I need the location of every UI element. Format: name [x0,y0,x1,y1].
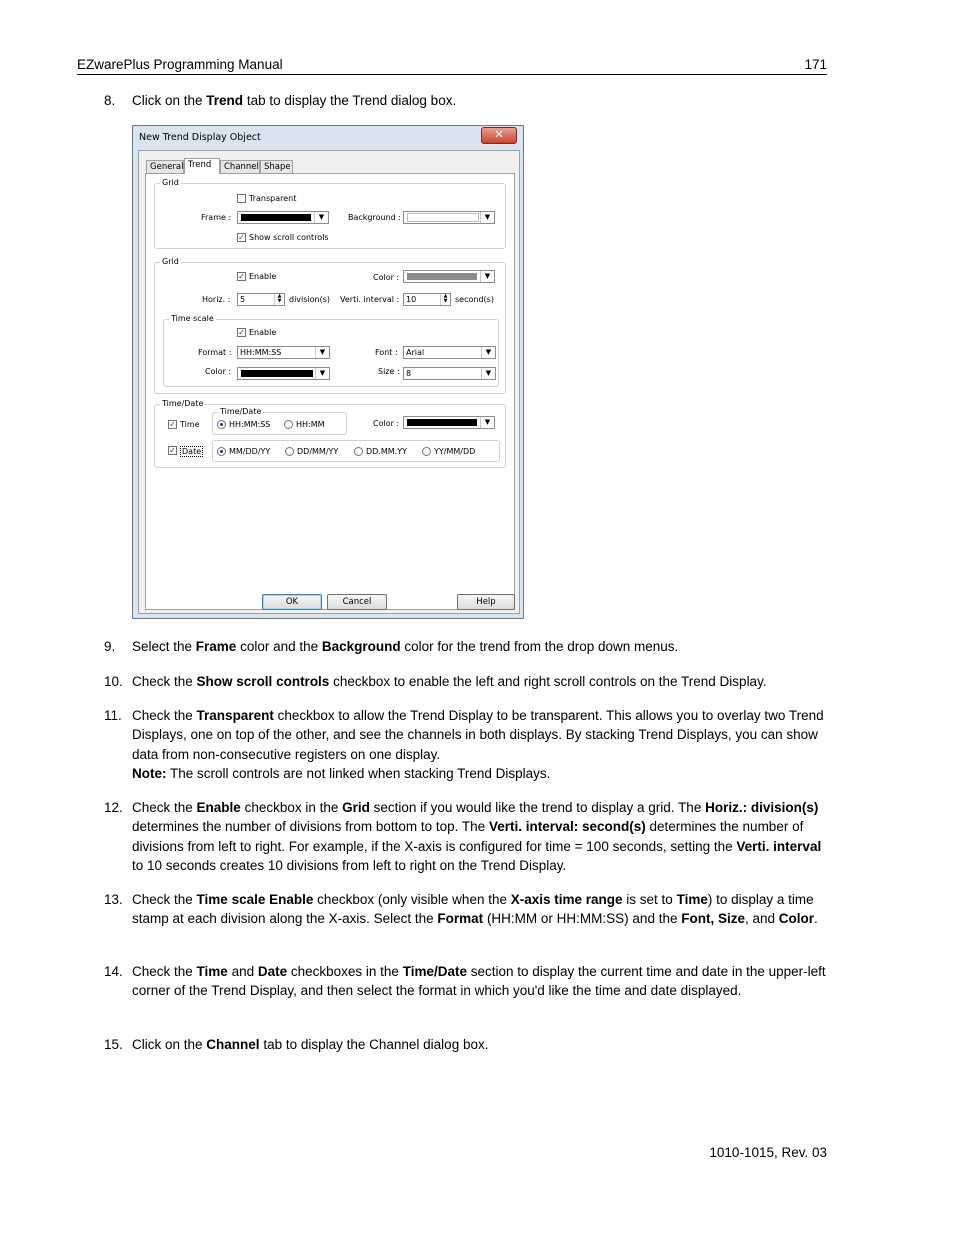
time-date-color-select[interactable] [403,416,495,429]
size-label: Size : [378,367,400,376]
note-text: The scroll controls are not linked when stacking Trend Displays. [166,765,551,781]
text-run: tab to display the Channel dialog box. [259,1037,489,1052]
bold-term: Trend [206,93,244,108]
step-number: 11. [104,708,122,723]
second-label: second(s) [455,295,494,304]
bold-term: X-axis time range [510,892,623,907]
hhmm-radio[interactable] [284,420,293,429]
chevron-down-icon: ▼ [480,271,494,282]
ddmmyy-radio[interactable] [285,447,294,456]
group-legend: Grid [162,257,179,266]
show-scroll-checkbox[interactable]: ✓ [238,233,245,242]
text-run: Click on the [132,93,207,108]
bold-term: Time [676,892,708,907]
bold-term: Time/Date [402,964,467,979]
time-date-color-swatch [407,419,477,426]
group-legend: Time scale [171,314,214,323]
time-date-color-label: Color : [373,419,400,428]
tab-general[interactable]: General [146,160,184,173]
note-label: Note: [132,765,167,781]
close-icon[interactable]: ✕ [481,127,517,144]
font-label: Font : [375,348,398,357]
hhmm-label: HH:MM [296,420,325,429]
text-run: checkbox to allow the Trend Display to be transparent. This allows you to overlay two Trend Displays, one on top of the other, and see the channels in both displays. By stacking Trend Displays, you can show data from non-consecutive registers on one display. [132,708,824,762]
trend-tab-page [145,173,515,610]
date-format-group [212,440,500,462]
bold-term: Channel [206,1037,260,1052]
transparent-checkbox[interactable] [237,194,246,203]
size-select[interactable] [403,367,496,380]
grid-group-frame [154,178,506,249]
bold-term: Date [257,964,288,979]
page-header [77,57,827,75]
text-run: Select the [132,639,196,654]
text-run: section to display the current time and date in the upper-left corner of the Trend Display, and then select the format in which you'd like the time and date displayed. [132,964,826,999]
grid-color-swatch [407,273,477,280]
horiz-value: 5 [240,295,246,304]
verti-interval-stepper[interactable] [403,293,451,306]
background-label: Background : [348,213,401,222]
format-value: HH:MM:SS [240,348,282,357]
grid-color-label: Color : [373,273,400,282]
format-select[interactable] [237,346,330,359]
step-number: 10. [104,674,123,689]
text-run: color and the [236,639,322,654]
time-label: Time [180,420,200,429]
group-legend: Grid [162,178,179,187]
grid-color-select[interactable] [403,270,495,283]
background-color-select[interactable] [403,211,495,224]
step-12 [104,798,828,875]
mmddyy-label: MM/DD/YY [229,447,271,456]
mmddyy-radio[interactable] [217,447,226,456]
bold-term: Format [437,911,484,927]
bold-term: Frame [195,639,237,654]
text-run: and [227,964,258,979]
step-number: 15. [104,1037,123,1052]
text-run: . [814,911,818,927]
bold-term: Horiz.: division(s) [705,800,819,815]
size-value: 8 [406,369,412,378]
hhmmss-radio[interactable] [217,420,226,429]
step-8 [104,91,828,110]
text-run: tab to display the Trend dialog box. [243,93,457,108]
division-label: division(s) [289,295,331,304]
bold-term: Transparent [196,708,274,723]
time-date-group [154,399,506,468]
grid-group [154,257,506,394]
step-text [132,890,828,929]
text-run: determines the number of divisions from bottom to top. The [132,819,489,835]
bold-term: Background [321,639,401,654]
text-run: color for the trend from the drop down menus. [400,639,679,654]
dialog-client [138,150,520,614]
background-color-swatch [407,213,479,222]
chevron-down-icon: ▼ [314,212,328,223]
bold-term: Color [778,911,814,927]
bold-term: Grid [342,800,370,815]
dialog-title: New Trend Display Object [139,132,261,143]
bold-term: Time [196,964,228,979]
step-13 [104,890,828,929]
text-run: section if you would like the trend to display a grid. The [369,800,706,815]
text-run: checkboxes in the [287,964,403,979]
text-run: (HH:MM or HH:MM:SS) and the [483,911,682,927]
font-select[interactable] [403,346,496,359]
step-14 [104,962,828,1001]
group-legend: Time/Date [162,399,204,408]
time-format-group [212,407,347,435]
text-run: checkbox to enable the left and right scroll controls on the Trend Display. [329,674,767,689]
step-text [132,91,828,110]
format-label: Format : [198,348,232,357]
step-number: 12. [104,800,123,815]
time-scale-color-select[interactable] [237,367,330,380]
text-run: ) to display a time stamp at each division along the X-axis. Select the [132,892,814,927]
hhmmss-label: HH:MM:SS [229,420,271,429]
verti-interval-value: 10 [406,295,417,304]
chevron-down-icon: ▼ [481,347,495,358]
yymmdd-radio[interactable] [422,447,431,456]
font-value: Arial [406,348,425,357]
step-10 [104,672,828,691]
spin-arrows-icon: ▲ ▼ [440,294,450,305]
step-15 [104,1035,828,1054]
grid-enable-checkbox[interactable]: ✓ [238,272,245,281]
text-run: Check the [132,964,197,979]
chevron-down-icon: ▼ [480,417,494,428]
frame-color-select[interactable] [237,211,329,224]
text-run: Check the [132,674,197,689]
tab-shape[interactable]: Shape [260,160,293,173]
ok-button[interactable]: OK [262,594,322,610]
step-number: 13. [104,892,123,907]
group-legend: Time/Date [220,407,262,416]
step-text [132,706,828,783]
step-body [132,708,824,762]
yymmdd-label: YY/MM/DD [434,447,476,456]
step-11 [104,706,828,783]
step-text [132,637,828,656]
date-label: Date [182,447,202,456]
bold-term: Enable [196,800,241,815]
page-number: 171 [804,57,827,72]
cancel-button[interactable]: Cancel [327,594,387,610]
trend-dialog [132,125,524,619]
help-button[interactable]: Help [457,594,515,610]
text-run: determines the number of divisions from left to right. For example, if the X-axis is configured for time = 100 seconds, setting the [132,819,804,854]
chevron-down-icon: ▼ [315,347,329,358]
step-text [132,798,828,875]
step-number: 14. [104,964,123,979]
text-run: , and [744,911,779,927]
time-scale-color-label: Color : [205,367,232,376]
show-scroll-label: Show scroll controls [249,233,329,242]
doc-revision: 1010-1015, Rev. 03 [709,1145,827,1160]
time-scale-enable-label: Enable [249,328,277,337]
bold-term: Font, Size [681,911,745,927]
tab-trend[interactable]: Trend [184,158,220,174]
date-checkbox[interactable]: ✓ [169,446,176,455]
text-run: checkbox in the [240,800,343,815]
chevron-down-icon: ▼ [481,368,495,379]
frame-color-swatch [241,214,311,221]
transparent-label: Transparent [249,194,297,203]
time-scale-color-swatch [241,370,313,377]
horiz-stepper[interactable] [237,293,285,306]
time-scale-group [163,314,499,387]
text-run: is set to [622,892,677,907]
manual-title: EZwarePlus Programming Manual [77,57,283,72]
text-run: Check the [132,800,197,815]
bold-term: Verti. interval: second(s) [488,819,646,835]
verti-interval-label: Verti. interval : [340,295,400,304]
bold-term: Time scale Enable [196,892,314,907]
step-text [132,962,828,1001]
step-number: 9. [104,639,116,654]
step-text [132,672,828,691]
ddmmyy-dot-label: DD.MM.YY [366,447,407,456]
step-text [132,1035,828,1054]
text-run: Check the [132,892,197,907]
text-run: checkbox (only visible when the [313,892,511,907]
bold-term: Verti. interval [736,838,822,854]
bold-term: Show scroll controls [196,674,330,689]
frame-label: Frame : [201,213,232,222]
text-run: to 10 seconds creates 10 divisions from left to right on the Trend Display. [132,857,567,873]
ddmmyy-label: DD/MM/YY [297,447,339,456]
spin-arrows-icon: ▲ ▼ [274,294,284,305]
time-checkbox[interactable]: ✓ [169,420,176,429]
ddmmyy-dot-radio[interactable] [354,447,363,456]
horiz-label: Horiz. : [202,295,231,304]
tab-channel[interactable]: Channel [220,160,260,173]
chevron-down-icon: ▼ [480,212,494,223]
time-scale-enable-checkbox[interactable]: ✓ [238,328,245,337]
chevron-down-icon: ▼ [315,368,329,379]
text-run: Click on the [132,1037,207,1052]
grid-enable-label: Enable [249,272,277,281]
step-number: 8. [104,93,116,108]
text-run: Check the [132,708,197,723]
step-9 [104,637,828,656]
